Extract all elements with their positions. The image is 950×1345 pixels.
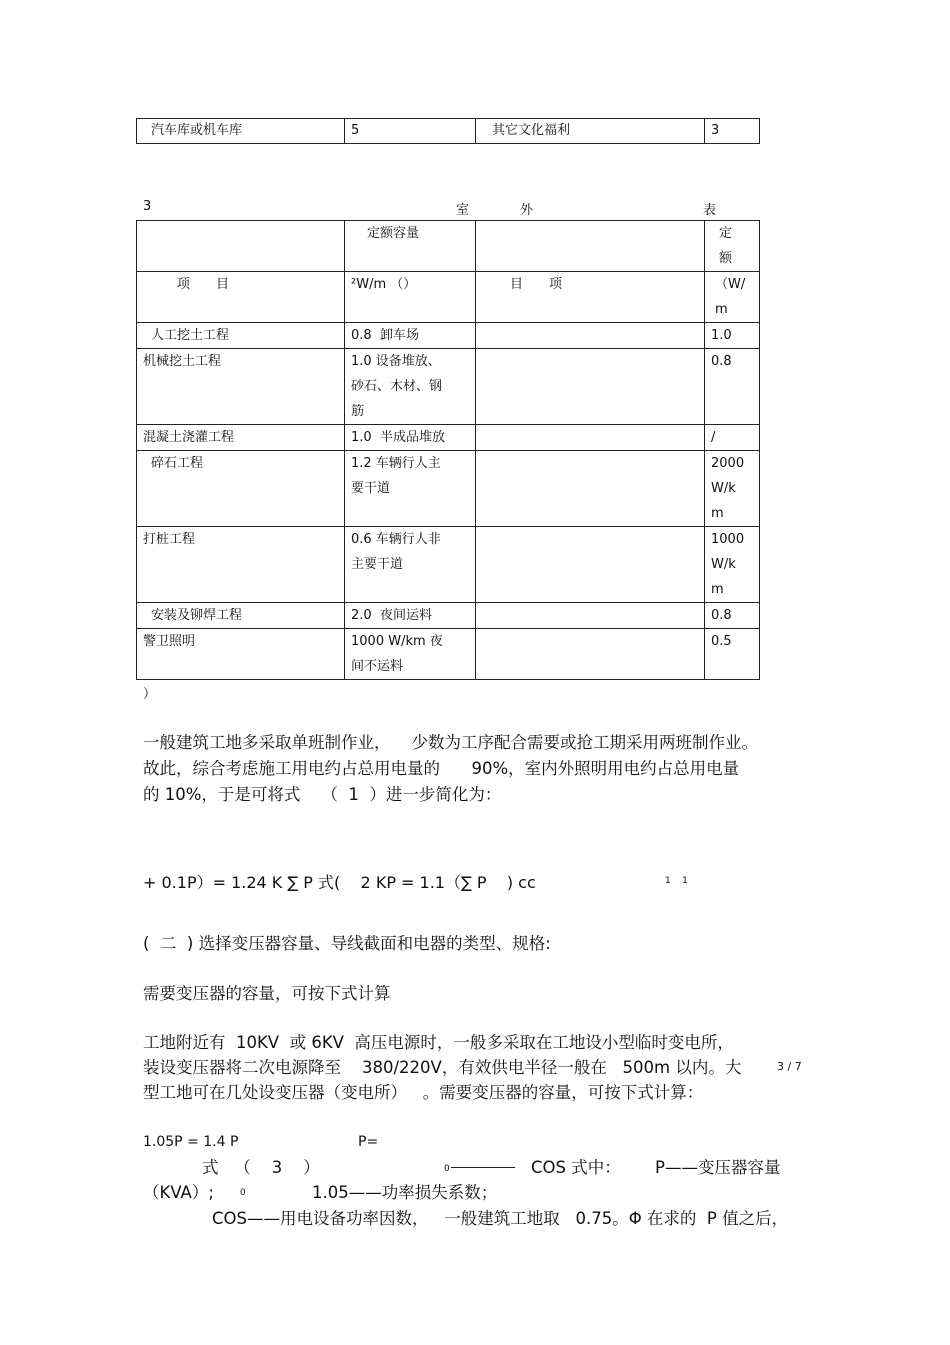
unit-text: （KVA）; bbox=[143, 1183, 214, 1202]
table-cell: 其它文化福利 bbox=[476, 119, 705, 144]
table-row bbox=[137, 119, 760, 144]
formula-subscripts: 1 1 bbox=[665, 876, 688, 886]
table-caption-char: 表 bbox=[703, 203, 717, 218]
table-row bbox=[137, 629, 760, 680]
table-header-row bbox=[137, 221, 760, 272]
body-text-line: 需要变压器的容量，可按下式计算 bbox=[143, 984, 391, 1003]
table-cell: 汽车库或机车库 bbox=[137, 119, 345, 144]
table-cell: 2.0 夜间运料 bbox=[345, 603, 476, 629]
definition-text: 1.05——功率损失系数； bbox=[312, 1183, 498, 1202]
table-cell bbox=[476, 527, 705, 603]
table-footnote-paren: ） bbox=[143, 687, 157, 702]
table-cell: 0.6 车辆行人非 主要干道 bbox=[345, 527, 476, 603]
table-cell: 1.0 bbox=[705, 323, 760, 349]
definition-text: COS——用电设备功率因数， 一般建筑工地取 0.75。Φ 在求的 P 值之后， bbox=[212, 1209, 789, 1228]
table-cell: 机械挖土工程 bbox=[137, 349, 345, 425]
table-caption-number: 3 bbox=[143, 199, 152, 214]
header-cell: 定 额 bbox=[705, 221, 760, 272]
formula-subscript: 0 bbox=[240, 1188, 246, 1198]
table-cell: 安装及铆焊工程 bbox=[137, 603, 345, 629]
outdoor-lighting-table bbox=[136, 220, 760, 680]
table-caption-char: 室 bbox=[456, 203, 470, 218]
body-text-line: 故此，综合考虑施工用电约占总用电量的 90%，室内外照明用电约占总用电量 bbox=[143, 759, 740, 778]
table-cell: 0.8 bbox=[705, 603, 760, 629]
table-row bbox=[137, 349, 760, 425]
table-cell bbox=[476, 349, 705, 425]
table-cell: 5 bbox=[345, 119, 476, 144]
table-cell: 混凝土浇灌工程 bbox=[137, 425, 345, 451]
formula-subscript: 0 bbox=[444, 1164, 450, 1174]
table-cell: 0.5 bbox=[705, 629, 760, 680]
body-text-line: 的 10%，于是可将式 （ 1 ）进一步简化为： bbox=[143, 785, 502, 804]
table-cell: 0.8 卸车场 bbox=[345, 323, 476, 349]
table-cell: 碎石工程 bbox=[137, 451, 345, 527]
formula-cos-text: COS 式中： bbox=[531, 1158, 621, 1177]
table-row bbox=[137, 323, 760, 349]
table-cell bbox=[476, 603, 705, 629]
page-number: 3 / 7 bbox=[777, 1060, 802, 1073]
equation-label: 式 （ 3 ） bbox=[202, 1158, 320, 1177]
formula-left: 1.05P = 1.4 P bbox=[143, 1134, 239, 1150]
table-cell bbox=[476, 323, 705, 349]
header-cell: （W/ m bbox=[705, 272, 760, 323]
header-cell: ²W/m （） bbox=[345, 272, 476, 323]
table-cell: 人工挖土工程 bbox=[137, 323, 345, 349]
fraction-bar bbox=[451, 1167, 515, 1168]
table-cell: 打桩工程 bbox=[137, 527, 345, 603]
table-cell: 警卫照明 bbox=[137, 629, 345, 680]
section-heading: ( 二 ) 选择变压器容量、导线截面和电器的类型、规格: bbox=[143, 934, 551, 953]
body-text-line: 工地附近有 10KV 或 6KV 高压电源时，一般多采取在工地设小型临时变电所， bbox=[143, 1033, 734, 1052]
table-cell: 1000 W/km 夜 间不运料 bbox=[345, 629, 476, 680]
table-row bbox=[137, 527, 760, 603]
table-cell: 1.0 半成品堆放 bbox=[345, 425, 476, 451]
formula-line: + 0.1P）= 1.24 K ∑ P 式( 2 KP = 1.1（∑ P ) cc bbox=[143, 873, 536, 892]
table-cell: 3 bbox=[705, 119, 760, 144]
table-cell: 1000 W/k m bbox=[705, 527, 760, 603]
table-row bbox=[137, 425, 760, 451]
table-caption-char: 外 bbox=[520, 203, 534, 218]
body-text-line: 型工地可在几处设变压器（变电所） 。需要变压器的容量，可按下式计算： bbox=[143, 1083, 704, 1102]
top-table bbox=[136, 118, 760, 144]
header-cell: 项 目 bbox=[137, 272, 345, 323]
body-text-line: 装设变压器将二次电源降至 380/220V，有效供电半径一般在 500m 以内。大 bbox=[143, 1058, 742, 1077]
table-row bbox=[137, 451, 760, 527]
body-text-line: 一般建筑工地多采取单班制作业， 少数为工序配合需要或抢工期采用两班制作业。 bbox=[143, 733, 758, 752]
table-cell: 1.2 车辆行人主 要干道 bbox=[345, 451, 476, 527]
table-row bbox=[137, 603, 760, 629]
header-cell: 定额容量 bbox=[345, 221, 476, 272]
header-cell: 目 项 bbox=[476, 272, 705, 323]
header-cell bbox=[137, 221, 345, 272]
table-header-row bbox=[137, 272, 760, 323]
table-cell: 2000 W/k m bbox=[705, 451, 760, 527]
table-cell: 1.0 设备堆放、 砂石、木材、钢 筋 bbox=[345, 349, 476, 425]
table-cell bbox=[476, 629, 705, 680]
definition-text: P——变压器容量 bbox=[655, 1158, 781, 1177]
header-cell bbox=[476, 221, 705, 272]
table-cell bbox=[476, 425, 705, 451]
table-cell: / bbox=[705, 425, 760, 451]
table-cell: 0.8 bbox=[705, 349, 760, 425]
formula-right: P= bbox=[358, 1134, 379, 1150]
table-cell bbox=[476, 451, 705, 527]
